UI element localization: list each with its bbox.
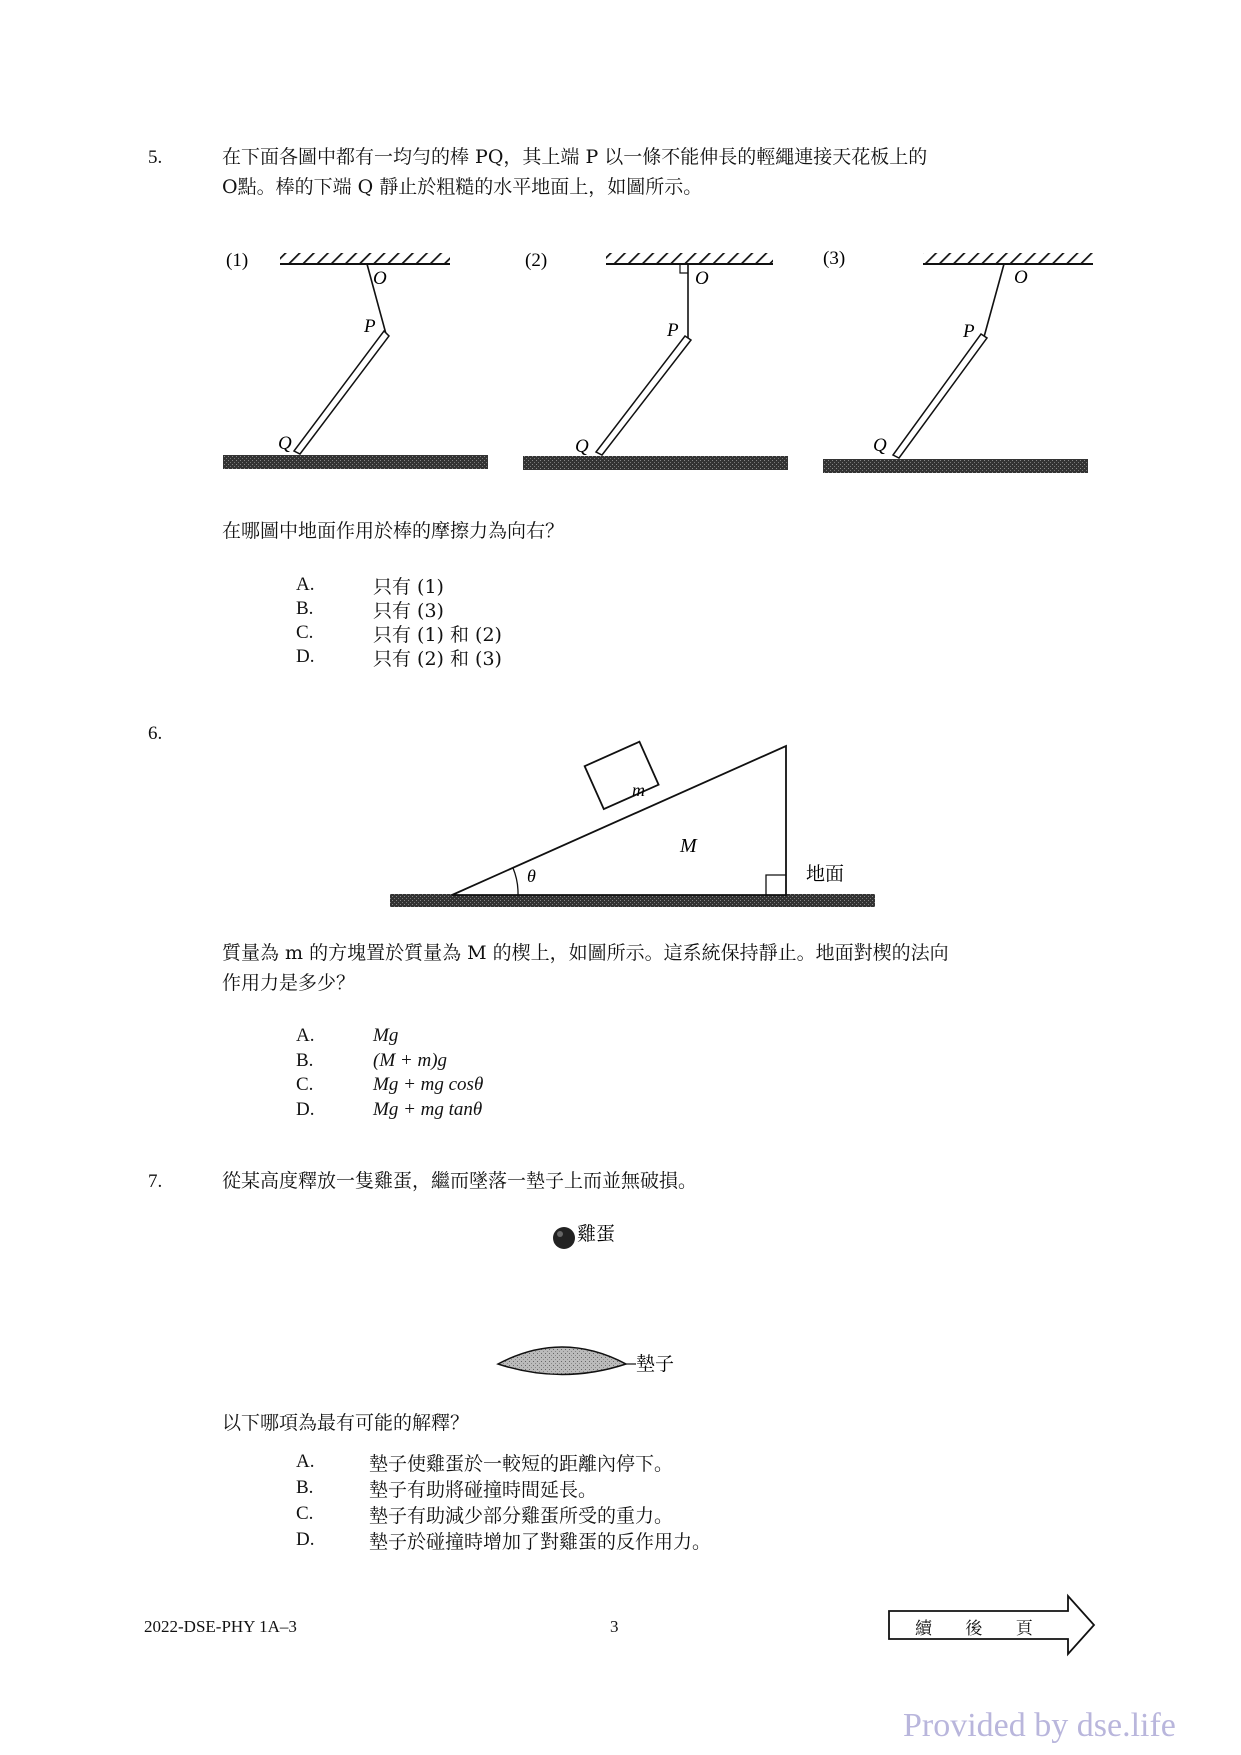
q5-option-a: A. 只有 (1) — [296, 574, 444, 598]
point-P-1: P — [364, 316, 376, 337]
point-P-3: P — [963, 321, 975, 342]
q7-number: 7. — [148, 1171, 163, 1192]
label-M: M — [680, 835, 697, 857]
right-angle-mark-2 — [680, 264, 688, 273]
figure-1 — [223, 250, 488, 469]
ground-2 — [523, 456, 788, 470]
watermark: Provided by dse.life — [903, 1707, 1176, 1744]
figure-2-label: (2) — [525, 250, 548, 271]
q6-figure — [390, 742, 875, 907]
q6-number: 6. — [148, 723, 163, 744]
rod-3 — [893, 334, 987, 458]
egg-icon — [553, 1227, 575, 1249]
label-cushion: 墊子 — [636, 1354, 675, 1375]
q6-option-c: C. Mg + mg cosθ — [296, 1074, 484, 1095]
ground-3 — [823, 459, 1088, 473]
point-O-3: O — [1014, 267, 1028, 288]
q5-option-c: C. 只有 (1) 和 (2) — [296, 622, 502, 646]
point-O-1: O — [373, 268, 387, 289]
q6-ground — [390, 894, 875, 907]
ceiling-1 — [280, 253, 450, 264]
rod-2 — [596, 336, 691, 455]
figure-3-label: (3) — [823, 248, 846, 269]
q5-options — [296, 574, 502, 670]
point-Q-3: Q — [873, 435, 887, 456]
figure-1-label: (1) — [226, 250, 249, 271]
label-ground: 地面 — [806, 864, 845, 885]
paper-code: 2022-DSE-PHY 1A–3 — [144, 1617, 297, 1636]
label-m: m — [632, 780, 645, 800]
q6-stem-line2: 作用力是多少？ — [222, 972, 356, 994]
q6-option-a: A. Mg — [296, 1025, 399, 1046]
ceiling-2 — [606, 253, 773, 264]
string-3 — [984, 264, 1004, 337]
q7-question: 以下哪項為最有可能的解釋？ — [222, 1412, 470, 1434]
q5-option-d: D. 只有 (2) 和 (3) — [296, 646, 502, 670]
q6-option-d: D. Mg + mg tanθ — [296, 1098, 483, 1120]
point-P-2: P — [667, 320, 679, 341]
cushion-icon — [498, 1347, 626, 1375]
continue-label: 續 後 頁 — [915, 1619, 1047, 1639]
figure-2 — [523, 250, 788, 470]
block — [585, 742, 659, 809]
ceiling-3 — [923, 253, 1093, 264]
q6-stem-line1: 質量為 m 的方塊置於質量為 M 的楔上，如圖所示。這系統保持靜止。地面對楔的法向 — [222, 942, 949, 964]
point-Q-1: Q — [278, 433, 292, 454]
point-Q-2: Q — [575, 436, 589, 457]
rod-1 — [294, 331, 389, 454]
q7-option-b: B. 墊子有助將碰撞時間延長。 — [296, 1477, 598, 1501]
q7-option-a: A. 墊子使雞蛋於一較短的距離內停下。 — [296, 1451, 674, 1475]
q7-option-c: C. 墊子有助減少部分雞蛋所受的重力。 — [296, 1503, 674, 1527]
q6-options — [296, 1025, 484, 1123]
ground-1 — [223, 455, 488, 469]
q7-figure — [498, 1223, 674, 1375]
q5-question: 在哪圖中地面作用於棒的摩擦力為向右？ — [222, 520, 565, 542]
q5-option-b: B. 只有 (3) — [296, 598, 444, 622]
q5-stem-line2: O點。棒的下端 Q 靜止於粗糙的水平地面上，如圖所示。 — [222, 176, 703, 198]
page-number: 3 — [610, 1617, 619, 1636]
q7-stem: 從某高度釋放一隻雞蛋，繼而墜落一墊子上而並無破損。 — [222, 1170, 698, 1192]
figure-3 — [823, 248, 1093, 473]
point-O-2: O — [695, 268, 709, 289]
label-theta: θ — [527, 866, 536, 886]
q7-option-d: D. 墊子於碰撞時增加了對雞蛋的反作用力。 — [296, 1529, 712, 1553]
q5-stem-line1: 在下面各圖中都有一均勻的棒 PQ，其上端 P 以一條不能伸長的輕繩連接天花板上的 — [222, 146, 928, 168]
q6-option-b: B. (M + m)g — [296, 1049, 448, 1071]
label-egg: 雞蛋 — [577, 1224, 616, 1245]
q5-number: 5. — [148, 147, 163, 168]
q7-options — [296, 1451, 712, 1555]
